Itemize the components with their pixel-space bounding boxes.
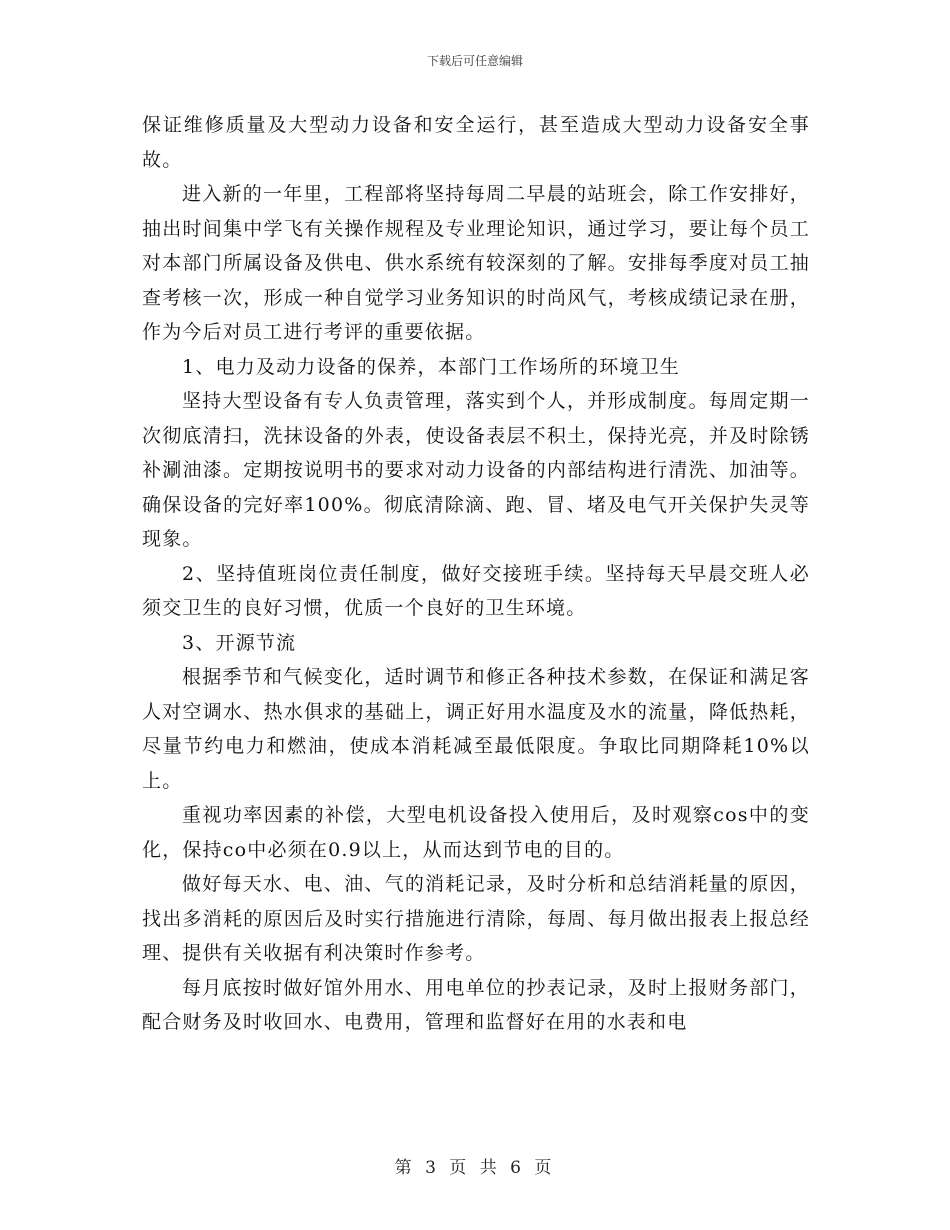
paragraph-seasonal-adjustment: 根据季节和气候变化，适时调节和修正各种技术参数，在保证和满足客人对空调水、热水俱求的基础上，调正好用水温度及水的流量，降低热耗，尽量节约电力和燃油，使成本消耗减至最低限度。争取比同期降耗10%以上。: [142, 666, 810, 792]
paragraph-consumption-records: 做好每天水、电、油、气的消耗记录，及时分析和总结消耗量的原因，找出多消耗的原因后及时实行措施进行清除，每周、每月做出报表上报总经理、提供有关收据有利决策时作参考。: [142, 873, 810, 964]
section-heading-saving: 3、开源节流: [182, 631, 297, 654]
document-body: [142, 108, 810, 1040]
paragraph-power-factor: 重视功率因素的补偿，大型电机设备投入使用后，及时观察cos中的变化，保持co中必须在0.9以上，从而达到节电的目的。: [142, 804, 810, 861]
paragraph-maintenance: 坚持大型设备有专人负责管理，落实到个人，并形成制度。每周定期一次彻底清扫，洗抹设备的外表，使设备表层不积土，保持光亮，并及时除锈补涮油漆。定期按说明书的要求对动力设备的内部结构进行清洗、加油等。确保设备的完好率100%。彻底清除滴、跑、冒、堵及电气开关保护失灵等现象。: [142, 390, 810, 550]
section-heading-maintenance: 1、电力及动力设备的保养，本部门工作场所的环境卫生: [182, 355, 681, 378]
page-number: 第 3 页 共 6 页: [394, 1158, 556, 1178]
page-header-note: 下载后可任意编辑: [426, 54, 523, 68]
paragraph-continuation: 保证维修质量及大型动力设备和安全运行，甚至造成大型动力设备安全事故。: [142, 114, 810, 171]
paragraph-meter-reading: 每月底按时做好馆外用水、用电单位的抄表记录，及时上报财务部门，配合财务及时收回水、电费用，管理和监督好在用的水表和电: [142, 976, 810, 1033]
section-heading-duty: 2、坚持值班岗位责任制度，做好交接班手续。坚持每天早晨交班人必须交卫生的良好习惯，优质一个良好的卫生环境。: [142, 562, 810, 619]
paragraph-training: 进入新的一年里，工程部将坚持每周二早晨的站班会，除工作安排好，抽出时间集中学飞有关操作规程及专业理论知识，通过学习，要让每个员工对本部门所属设备及供电、供水系统有较深刻的了解。安排每季度对员工抽查考核一次，形成一种自觉学习业务知识的时尚风气，考核成绩记录在册，作为今后对员工进行考评的重要依据。: [142, 183, 810, 343]
